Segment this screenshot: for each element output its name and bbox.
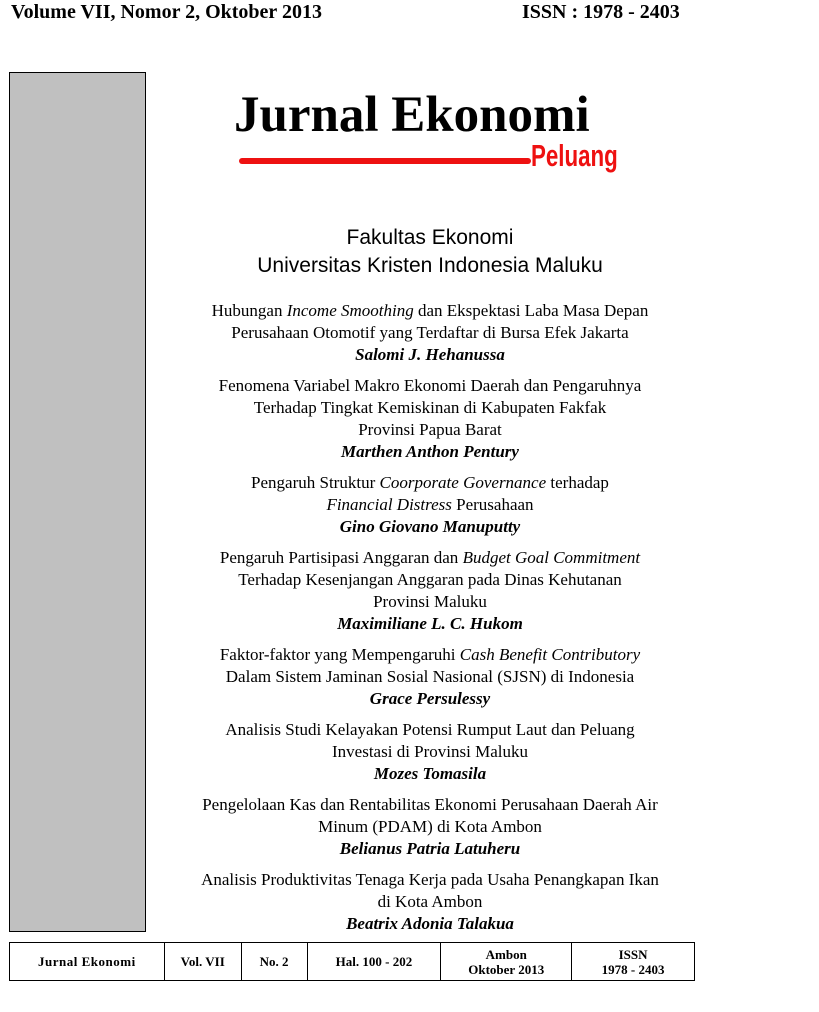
article-title-italic-term: Financial Distress [326, 495, 452, 514]
issn-label: ISSN [618, 946, 648, 962]
volume: Vol. VII [180, 954, 225, 969]
article-author: Belianus Patria Latuheru [339, 839, 521, 858]
university-name: Universitas Kristen Indonesia Maluku [257, 254, 603, 277]
volume-cell [164, 943, 241, 981]
article-author: Mozes Tomasila [373, 764, 487, 783]
article-author: Gino Giovano Manuputty [339, 517, 521, 536]
article-title-line [150, 591, 710, 613]
article-title-text: Terhadap Tingkat Kemiskinan di Kabupaten Fakfak [253, 398, 607, 417]
article-entry [150, 375, 710, 463]
article-title-text: Pengaruh Struktur [251, 473, 380, 492]
logo-underline [239, 158, 531, 164]
article-title-text: Perusahaan [451, 495, 534, 514]
place-date-cell [441, 943, 572, 981]
article-entry [150, 547, 710, 635]
article-title-text: Pengaruh Partisipasi Anggaran dan [219, 548, 463, 567]
journal-info-table [9, 942, 695, 981]
article-author: Marthen Anthon Pentury [341, 442, 519, 461]
journal-name: Jurnal Ekonomi [38, 954, 136, 969]
date: Oktober 2013 [468, 961, 545, 977]
article-title-line [150, 472, 710, 494]
cover-sidebar-panel [9, 72, 146, 932]
article-title-line [150, 322, 710, 344]
article-title-text: Perusahaan Otomotif yang Terdaftar di Bursa Efek Jakarta [231, 323, 629, 342]
article-title-text: Pengelolaan Kas dan Rentabilitas Ekonomi Perusahaan Daerah Air [202, 795, 658, 814]
faculty-name: Fakultas Ekonomi [346, 226, 514, 249]
article-entry [150, 719, 710, 785]
journal-name-cell [10, 943, 165, 981]
article-entry [150, 644, 710, 710]
article-title-text: Provinsi Maluku [373, 592, 487, 611]
article-entry [150, 794, 710, 860]
issn-value: 1978 - 2403 [601, 961, 665, 977]
issn-cell [572, 943, 695, 981]
article-title-line [150, 375, 710, 397]
article-title-text: Investasi di Provinsi Maluku [332, 742, 528, 761]
article-title-line [150, 494, 710, 516]
article-title-line [150, 644, 710, 666]
place: Ambon [485, 946, 527, 962]
article-author: Salomi J. Hehanussa [355, 345, 505, 364]
article-title-line [150, 719, 710, 741]
article-title-line [150, 397, 710, 419]
article-author: Grace Persulessy [369, 689, 491, 708]
logo-title: Jurnal Ekonomi [234, 87, 590, 143]
article-title-line [150, 547, 710, 569]
article-title-line [150, 891, 710, 913]
article-title-line [150, 419, 710, 441]
logo-subtitle: Peluang [531, 138, 618, 173]
article-title-line [150, 300, 710, 322]
article-title-italic-term: Income Smoothing [286, 301, 414, 320]
issue-header: Volume VII, Nomor 2, Oktober 2013 [11, 1, 322, 23]
article-title-line [150, 816, 710, 838]
article-author: Maximiliane L. C. Hukom [337, 614, 523, 633]
article-title-text: Fenomena Variabel Makro Ekonomi Daerah dan Pengaruhnya [218, 376, 642, 395]
article-title-italic-term: Budget Goal Commitment [462, 548, 641, 567]
article-title-text: Dalam Sistem Jaminan Sosial Nasional (SJSN) di Indonesia [225, 667, 635, 686]
article-title-text: terhadap [546, 473, 609, 492]
pages: Hal. 100 - 202 [335, 954, 413, 969]
number: No. 2 [259, 954, 289, 969]
pages-cell [307, 943, 441, 981]
article-title-line [150, 741, 710, 763]
article-title-line [150, 569, 710, 591]
article-title-italic-term: Cash Benefit Contributory [459, 645, 641, 664]
article-entry [150, 869, 710, 935]
article-title-text: Minum (PDAM) di Kota Ambon [318, 817, 542, 836]
number-cell [241, 943, 307, 981]
article-title-line [150, 869, 710, 891]
article-title-text: di Kota Ambon [377, 892, 483, 911]
article-title-italic-term: Coorporate Governance [379, 473, 547, 492]
article-title-text: Faktor-faktor yang Mempengaruhi [219, 645, 460, 664]
journal-info-row [10, 943, 695, 981]
article-title-text: Provinsi Papua Barat [358, 420, 502, 439]
article-author: Beatrix Adonia Talakua [346, 914, 514, 933]
article-title-text: Analisis Studi Kelayakan Potensi Rumput Laut dan Peluang [225, 720, 635, 739]
article-entry [150, 472, 710, 538]
article-title-text: Analisis Produktivitas Tenaga Kerja pada Usaha Penangkapan Ikan [201, 870, 659, 889]
article-title-text: Terhadap Kesenjangan Anggaran pada Dinas Kehutanan [238, 570, 622, 589]
article-entry [150, 300, 710, 366]
article-title-text: Hubungan [211, 301, 287, 320]
article-title-text: dan Ekspektasi Laba Masa Depan [413, 301, 649, 320]
article-title-line [150, 794, 710, 816]
article-title-line [150, 666, 710, 688]
table-of-contents [150, 300, 710, 944]
issn-header: ISSN : 1978 - 2403 [522, 1, 680, 23]
